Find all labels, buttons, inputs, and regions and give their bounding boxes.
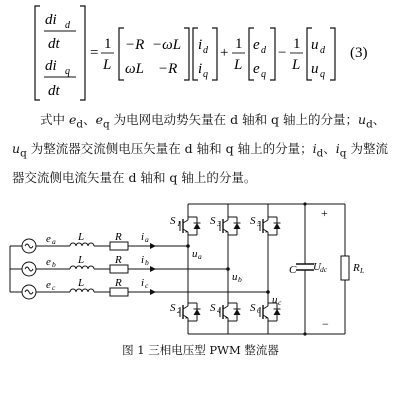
current-arrow-c xyxy=(150,289,156,295)
label-ic: i xyxy=(141,277,145,289)
label-plus: + xyxy=(321,206,328,220)
para-text-4: 、 xyxy=(372,112,386,127)
current-arrow-a xyxy=(150,243,156,249)
frac-2-den: L xyxy=(234,57,243,73)
lhs-num-1: di xyxy=(45,12,57,28)
label-inductor-b: L xyxy=(78,254,85,266)
lhs-num-2-sub: q xyxy=(65,66,70,77)
label-s1: S xyxy=(170,215,176,227)
current-d-sub: d xyxy=(203,45,208,56)
label-s2-sub: 2 xyxy=(177,306,181,315)
switch-s5-icon xyxy=(260,214,281,238)
label-s6: S xyxy=(250,302,256,314)
para-sub-q: q xyxy=(102,118,110,131)
equals-sign: = xyxy=(90,45,99,61)
switch-s4-icon xyxy=(220,300,241,324)
emf-q-sub: q xyxy=(261,69,266,80)
switch-s1-icon xyxy=(180,214,201,238)
voltage-d: u xyxy=(311,37,319,53)
switch-s3-icon xyxy=(220,214,241,238)
figure-caption: 图 1 三相电压型 PWM 整流器 xyxy=(122,343,279,357)
lhs-den-2: dt xyxy=(48,83,60,99)
label-uc-sub: c xyxy=(278,298,282,307)
label-ub-sub: b xyxy=(238,275,242,284)
para-sub-d: d xyxy=(76,118,84,131)
lhs-den-1: dt xyxy=(48,36,60,52)
current-d: i xyxy=(198,37,203,53)
matrix-cell-2-1: ωL xyxy=(125,61,144,77)
label-s5-sub: 5 xyxy=(257,219,261,228)
label-ua-sub: a xyxy=(198,252,202,261)
source-c-icon xyxy=(22,285,36,299)
para-sub-q-2: q xyxy=(20,147,27,160)
current-q-sub: q xyxy=(203,69,208,80)
para-var-ud: u xyxy=(358,112,367,127)
label-ea: e xyxy=(46,233,51,245)
resistor-b xyxy=(110,265,128,273)
current-q: i xyxy=(198,61,203,77)
label-udc-sub: dc xyxy=(320,265,328,274)
frac-2-num: 1 xyxy=(235,36,243,52)
label-ic-sub: c xyxy=(145,281,149,290)
matrix-cell-1-2: −ωL xyxy=(152,37,182,53)
label-s4-sub: 4 xyxy=(217,306,221,315)
inductor-b-icon xyxy=(70,266,94,269)
lhs-num-1-sub: d xyxy=(65,20,70,31)
load-resistor xyxy=(341,256,349,280)
resistor-c xyxy=(110,288,128,296)
plus-sign: + xyxy=(220,45,229,61)
node-b xyxy=(226,267,230,271)
current-arrow-b xyxy=(150,266,156,272)
label-inductor-a: L xyxy=(78,231,85,243)
voltage-q-sub: q xyxy=(320,69,325,80)
label-resistor-a: R xyxy=(115,231,122,243)
para-text-6: 、 xyxy=(323,141,336,156)
node-dc-plus xyxy=(303,202,306,205)
label-s5: S xyxy=(250,215,256,227)
label-eb-sub: b xyxy=(52,260,56,269)
label-s6-sub: 6 xyxy=(257,306,261,315)
label-ib-sub: b xyxy=(145,258,149,267)
inductor-a-icon xyxy=(70,243,94,246)
label-s1-sub: 1 xyxy=(177,219,181,228)
frac-1-den: L xyxy=(103,57,112,73)
para-sub-d-2: d xyxy=(366,118,373,131)
label-resistor-b: R xyxy=(115,254,122,266)
para-var-ed: e xyxy=(68,112,77,127)
label-minus: − xyxy=(322,317,329,331)
frac-3-num: 1 xyxy=(293,36,301,52)
para-var-iq: i xyxy=(335,141,340,156)
voltage-d-sub: d xyxy=(320,45,325,56)
para-var-eq: e xyxy=(95,112,103,127)
label-s3: S xyxy=(210,215,216,227)
matrix-cell-1-1: −R xyxy=(125,37,145,53)
minus-sign: − xyxy=(278,45,287,61)
lhs-bracket xyxy=(35,6,85,100)
source-a-icon xyxy=(22,239,36,253)
label-load-sub: L xyxy=(360,266,365,275)
label-eb: e xyxy=(46,256,51,268)
label-ec-sub: c xyxy=(52,283,56,292)
label-s2: S xyxy=(170,302,176,314)
label-load: R xyxy=(353,262,360,274)
label-ua: u xyxy=(192,248,198,260)
frac-1-num: 1 xyxy=(104,36,112,52)
para-var-id: i xyxy=(312,141,317,156)
para-text-5: 为整流器交流侧电压矢量在 d 轴和 q 轴上的分量； xyxy=(26,141,313,156)
para-sub-q-3: q xyxy=(339,147,347,160)
label-capacitor: C xyxy=(289,264,297,276)
para-text-1: 式中 xyxy=(40,112,69,127)
rectifier-circuit-diagram xyxy=(0,200,401,340)
label-ea-sub: a xyxy=(52,237,56,246)
equation-3 xyxy=(0,0,401,105)
node-a xyxy=(186,244,190,248)
label-ub: u xyxy=(232,271,238,283)
emf-d: e xyxy=(253,37,260,53)
para-text-2: 、 xyxy=(83,112,96,127)
label-resistor-c: R xyxy=(115,277,122,289)
para-var-uq: u xyxy=(12,141,21,156)
label-s3-sub: 3 xyxy=(217,219,221,228)
frac-3-den: L xyxy=(292,57,301,73)
emf-q: e xyxy=(253,61,260,77)
source-b-icon xyxy=(22,262,36,276)
switch-s2-icon xyxy=(180,300,201,324)
node-c xyxy=(266,290,270,294)
inductor-c-icon xyxy=(70,289,94,292)
equation-number: (3) xyxy=(350,45,368,61)
label-inductor-c: L xyxy=(78,277,85,289)
label-uc: u xyxy=(272,294,278,306)
para-text-3: 为电网电动势矢量在 d 轴和 q 轴上的分量； xyxy=(109,112,359,127)
lhs-num-2: di xyxy=(45,58,57,74)
voltage-q: u xyxy=(311,61,319,77)
matrix-cell-2-2: −R xyxy=(158,61,178,77)
emf-d-sub: d xyxy=(261,45,266,56)
para-text-7: 为整流器交流侧电流矢量在 d 轴和 q 轴上的分量。 xyxy=(12,141,388,185)
para-sub-d-3: d xyxy=(316,147,324,160)
label-ec: e xyxy=(46,279,51,291)
resistor-a xyxy=(110,242,128,250)
body-paragraph xyxy=(12,108,390,190)
node-dc-minus xyxy=(303,332,306,335)
label-ia-sub: a xyxy=(145,235,149,244)
label-s4: S xyxy=(210,302,216,314)
label-ia: i xyxy=(141,231,145,243)
label-ib: i xyxy=(141,254,145,266)
label-udc: U xyxy=(313,261,321,273)
